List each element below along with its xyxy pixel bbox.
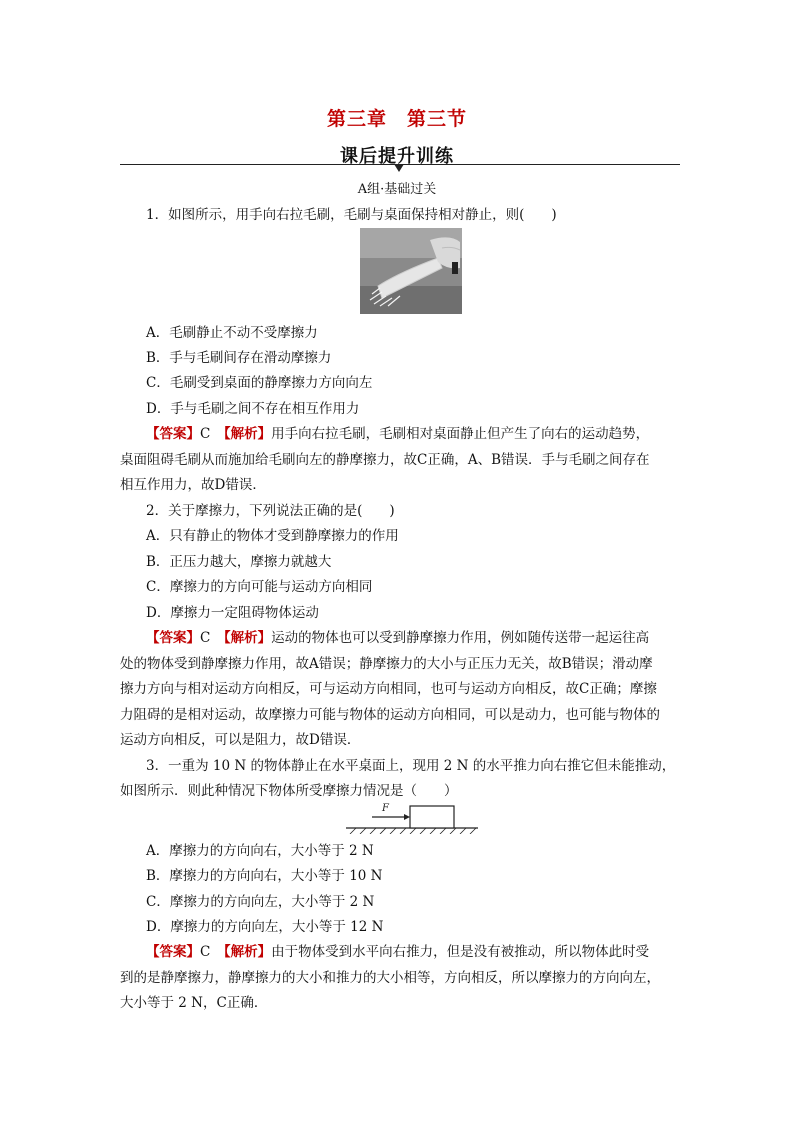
q1-analysis-line-1: 用手向右拉毛刷，毛刷相对桌面静止但产生了向右的运动趋势， [271,426,650,442]
q2-option-a: A．只有静止的物体才受到静摩擦力的作用 [146,528,399,544]
q3-analysis-line-2: 到的是静摩擦力，静摩擦力的大小和推力的大小相等，方向相反，所以摩擦力的方向向左， [120,970,660,986]
q3-option-b: B．摩擦力的方向向右，大小等于 10 N [146,868,383,884]
q3-stem-line-1: 3．一重为 10 N 的物体静止在水平桌面上，现用 2 N 的水平推力向右推它但未能推动， [146,758,676,774]
q1-answer-line [146,425,649,443]
q3-answer: C [200,944,211,960]
answer-label: 【答案】 [146,944,200,960]
answer-label: 【答案】 [146,630,200,646]
block-shape [410,806,454,828]
brush-photo [360,228,462,314]
analysis-label: 【解析】 [223,426,272,442]
q2-analysis-line-1: 运动的物体也可以受到静摩擦力作用，例如随传送带一起运往高 [271,630,650,646]
q1-option-b: B．手与毛刷间存在滑动摩擦力 [146,350,332,366]
group-heading: A组·基础过关 [357,182,437,197]
q1-answer: C [200,426,211,442]
q1-option-d: D．手与毛刷之间不存在相互作用力 [146,401,360,417]
q1-analysis-line-3: 相互作用力，故D错误． [120,477,266,493]
q3-option-c: C．摩擦力的方向向左，大小等于 2 N [146,894,375,910]
q2-analysis-line-3: 擦力方向与相对运动方向相反，可与运动方向相同，也可与运动方向相反，故C正确；摩擦 [120,681,657,697]
q1-stem: 1．如图所示，用手向右拉毛刷，毛刷与桌面保持相对静止，则( ) [146,207,557,223]
q3-analysis-line-1: 由于物体受到水平向右推力，但是没有被推动，所以物体此时受 [271,944,650,960]
q2-option-d: D．摩擦力一定阻碍物体运动 [146,605,319,621]
q3-option-a: A．摩擦力的方向向右，大小等于 2 N [146,843,374,859]
q3-option-d: D．摩擦力的方向向左，大小等于 12 N [146,919,384,935]
q2-answer: C [200,630,211,646]
q1-analysis-line-2: 桌面阻碍毛刷从而施加给毛刷向左的静摩擦力，故C正确，A、B错误．手与毛刷之间存在 [120,452,650,468]
analysis-label: 【解析】 [223,630,272,646]
q1-option-c: C．毛刷受到桌面的静摩擦力方向向左 [146,375,373,391]
force-label: F [382,803,389,814]
q2-stem: 2．关于摩擦力，下列说法正确的是( ) [146,503,395,519]
q3-stem-line-2: 如图所示．则此种情况下物体所受摩擦力情况是（ ） [120,783,458,799]
answer-label: 【答案】 [146,426,200,442]
q3-answer-line [146,943,649,961]
force-diagram [342,800,482,834]
q2-analysis-line-5: 运动方向相反，可以是阻力，故D错误． [120,732,361,748]
chapter-title: 第三章 第三节 [326,108,467,130]
q2-analysis-line-2: 处的物体受到静摩擦力作用，故A错误；静摩擦力的大小与正压力无关，故B错误；滑动摩 [120,656,653,672]
q2-analysis-line-4: 力阻碍的是相对运动，故摩擦力可能与物体的运动方向相同，可以是动力，也可能与物体的 [120,707,660,723]
analysis-label: 【解析】 [223,944,272,960]
q2-option-c: C．摩擦力的方向可能与运动方向相同 [146,579,373,595]
section-subtitle: 课后提升训练 [340,146,454,167]
q2-option-b: B．正压力越大，摩擦力就越大 [146,554,332,570]
q2-answer-line [146,629,649,647]
q1-option-a: A．毛刷静止不动不受摩擦力 [146,325,318,341]
q3-analysis-line-3: 大小等于 2 N，C正确． [120,995,268,1011]
divider-arrow-icon [394,164,404,172]
